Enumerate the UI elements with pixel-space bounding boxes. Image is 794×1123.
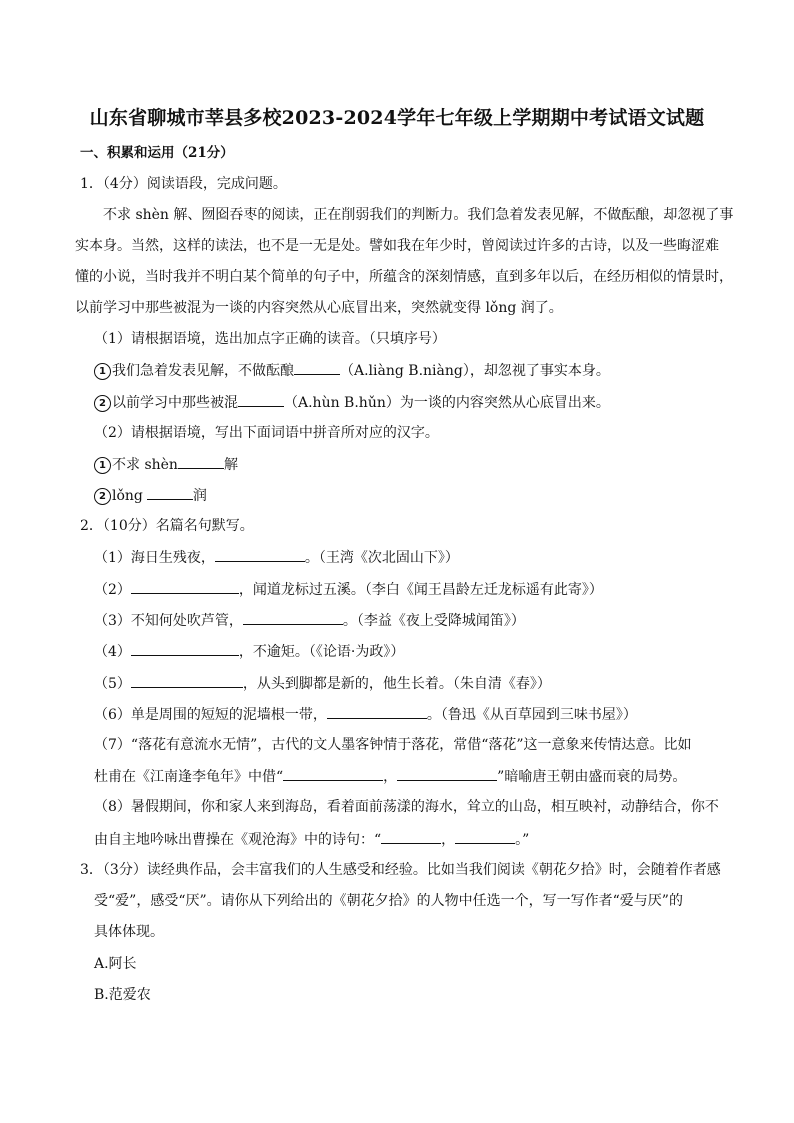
q2-item-5: （5） ，从头到脚都是新的，他生长着。（朱自清《春》） (94, 673, 551, 694)
q3-line-3: 具体体现。 (94, 924, 164, 940)
answer-blank[interactable] (178, 454, 224, 469)
circled-number: 2 (94, 395, 111, 412)
q1-sub2-item-1: 1 不求 shèn 解 (94, 454, 238, 475)
q1-passage-line-1: 不求 shèn 解、囫囵吞枣的阅读，正在削弱我们的判断力。我们急着发表见解，不做酝酿，却忽视了事 (103, 207, 734, 223)
section-heading: 一、积累和运用（21分） (80, 145, 234, 161)
answer-blank[interactable] (131, 673, 243, 688)
answer-blank[interactable] (147, 485, 193, 500)
q2-item-2: （2） ，闻道龙标过五溪。（李白《闻王昌龄左迁龙标遥有此寄》） (94, 579, 603, 600)
answer-blank[interactable] (397, 766, 497, 781)
answer-blank[interactable] (243, 610, 343, 625)
q1-passage-line-3: 懂的小说，当时我并不明白某个简单的句子中，所蕴含的深刻情感，直到多年以后，在经历相似的情景时， (75, 269, 733, 285)
q2-heading: 2．（10分）名篇名句默写。 (80, 518, 254, 534)
q1-passage-line-2: 实本身。当然，这样的读法，也不是一无是处。譬如我在年少时，曾阅读过许多的古诗，以及一些晦涩难 (75, 238, 719, 254)
circled-number: 2 (94, 488, 111, 505)
q3-option-a: A.阿长 (94, 956, 137, 972)
answer-blank[interactable] (294, 360, 340, 375)
circled-number: 1 (94, 457, 111, 474)
q1-sub1-item-1: 1 我们急着发表见解，不做酝酿 （A.liàng B.niàng），却忽视了事实本身。 (94, 360, 610, 381)
circled-number: 1 (94, 363, 111, 380)
q1-sub1-item-2: 2 以前学习中那些被混 （A.hùn B.hǔn）为一谈的内容突然从心底冒出来。 (94, 392, 610, 413)
q2-item-4: （4） ，不逾矩。（《论语·为政》） (94, 641, 404, 662)
answer-blank[interactable] (131, 641, 239, 656)
q2-item-3: （3）不知何处吹芦管， 。（李益《夜上受降城闻笛》） (94, 610, 525, 631)
q1-passage-line-4: 以前学习中那些被混为一谈的内容突然从心底冒出来，突然就变得 lǒng 润了。 (75, 300, 563, 316)
answer-blank[interactable] (327, 704, 427, 719)
q2-item-7-line-1: （7）“落花有意流水无情”，古代的文人墨客钟情于落花，常借“落花”这一意象来传情达意。比如 (94, 737, 692, 753)
answer-blank[interactable] (215, 547, 305, 562)
answer-blank[interactable] (455, 829, 515, 844)
q1-heading: 1．（4分）阅读语段，完成问题。 (80, 176, 287, 192)
answer-blank[interactable] (238, 392, 284, 407)
q2-item-1: （1）海日生残夜， 。（王湾《次北固山下》） (94, 547, 459, 568)
q1-sub1-prompt: （1）请根据语境，选出加点字正确的读音。（只填序号） (94, 331, 446, 347)
q1-sub2-prompt: （2）请根据语境，写出下面词语中拼音所对应的汉字。 (94, 425, 439, 441)
q2-item-8-line-1: （8）暑假期间，你和家人来到海岛，看着面前荡漾的海水，耸立的山岛，相互映衬，动静结合，你不 (94, 799, 719, 815)
answer-blank[interactable] (283, 766, 383, 781)
q3-option-b: B.范爱农 (94, 987, 151, 1003)
q3-line-1: 3．（3分）读经典作品，会丰富我们的人生感受和经验。比如当我们阅读《朝花夕拾》时，会随着作者感 (80, 862, 721, 878)
page-title: 山东省聊城市莘县多校2023-2024学年七年级上学期期中考试语文试题 (89, 107, 705, 129)
q2-item-8-line-2: 由自主地吟咏出曹操在《观沧海》中的诗句：“ ， 。” (94, 829, 529, 850)
answer-blank[interactable] (131, 579, 239, 594)
answer-blank[interactable] (381, 829, 441, 844)
q3-line-2: 受“爱”，感受“厌”。请你从下列给出的《朝花夕拾》的人物中任选一个，写一写作者“爱与厌”的 (94, 893, 683, 909)
q1-sub2-item-2: 2 lǒng 润 (94, 485, 207, 506)
q2-item-7-line-2: 杜甫在《江南逢李龟年》中借“ ， ”暗喻唐王朝由盛而衰的局势。 (94, 766, 686, 787)
q2-item-6: （6）单是周围的短短的泥墙根一带， 。（鲁迅《从百草园到三味书屋》） (94, 704, 637, 725)
